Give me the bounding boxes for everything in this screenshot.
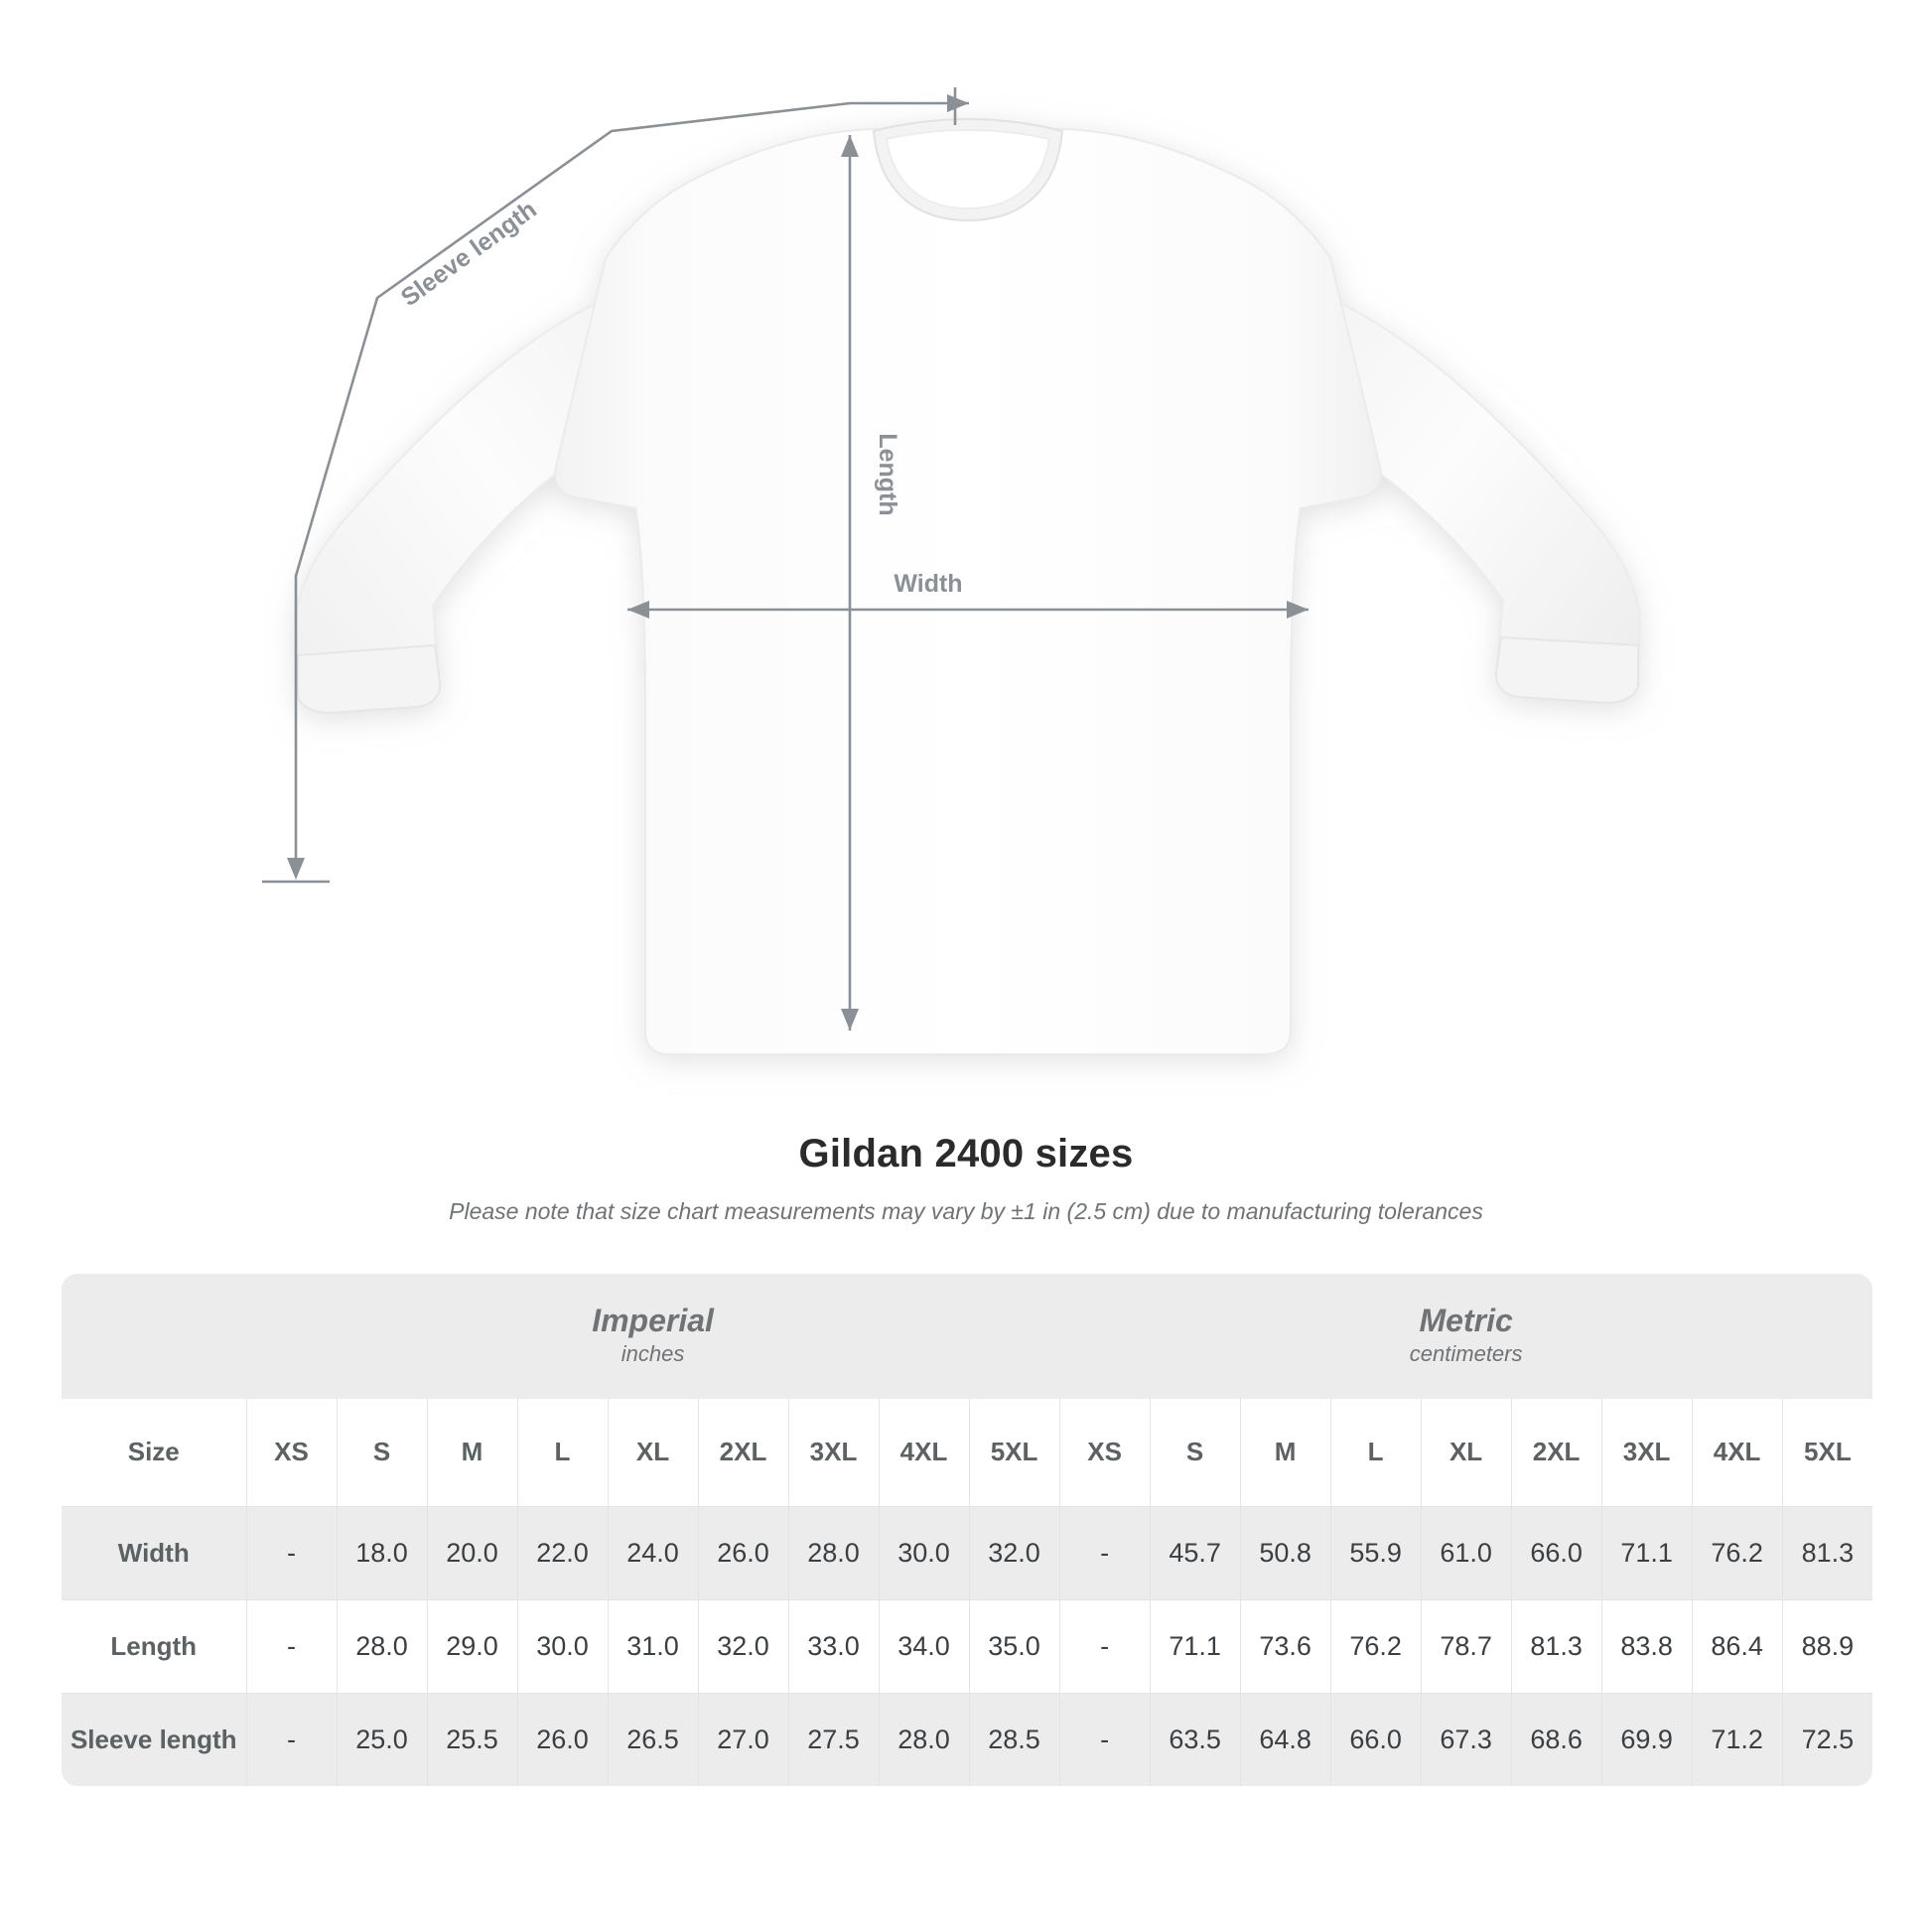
cell-width-imperial-5xl: 32.0 bbox=[969, 1506, 1059, 1599]
cell-length-imperial-2xl: 32.0 bbox=[698, 1599, 788, 1693]
cell-length-metric-2xl: 81.3 bbox=[1511, 1599, 1601, 1693]
table-row bbox=[62, 1506, 1872, 1599]
cell-width-metric-m: 50.8 bbox=[1240, 1506, 1330, 1599]
size-header-cell: 2XL bbox=[1511, 1399, 1601, 1506]
table-row bbox=[62, 1599, 1872, 1693]
cell-sleeve-imperial-s: 25.0 bbox=[337, 1693, 427, 1786]
cell-length-metric-m: 73.6 bbox=[1240, 1599, 1330, 1693]
cell-length-imperial-3xl: 33.0 bbox=[788, 1599, 879, 1693]
size-header-cell: XS bbox=[1059, 1399, 1150, 1506]
cell-width-metric-4xl: 76.2 bbox=[1692, 1506, 1782, 1599]
size-header-cell: 4XL bbox=[1692, 1399, 1782, 1506]
size-header-label: Size bbox=[62, 1399, 246, 1506]
size-header-cell: 3XL bbox=[1601, 1399, 1692, 1506]
cell-length-imperial-xs: - bbox=[246, 1599, 337, 1693]
page-title: Gildan 2400 sizes bbox=[798, 1132, 1134, 1175]
cell-length-metric-3xl: 83.8 bbox=[1601, 1599, 1692, 1693]
size-header-cell: 2XL bbox=[698, 1399, 788, 1506]
cell-width-imperial-xl: 24.0 bbox=[608, 1506, 698, 1599]
unit-header-spacer bbox=[62, 1274, 246, 1399]
cell-sleeve-metric-3xl: 69.9 bbox=[1601, 1693, 1692, 1786]
cell-width-metric-s: 45.7 bbox=[1150, 1506, 1240, 1599]
cell-sleeve-imperial-m: 25.5 bbox=[427, 1693, 517, 1786]
cell-sleeve-metric-m: 64.8 bbox=[1240, 1693, 1330, 1786]
cell-length-imperial-m: 29.0 bbox=[427, 1599, 517, 1693]
size-header-cell: L bbox=[1330, 1399, 1421, 1506]
unit-name-imperial: Imperial bbox=[592, 1303, 714, 1339]
size-header-cell: S bbox=[337, 1399, 427, 1506]
cell-length-metric-4xl: 86.4 bbox=[1692, 1599, 1782, 1693]
cell-width-imperial-4xl: 30.0 bbox=[879, 1506, 969, 1599]
size-header-cell: 5XL bbox=[969, 1399, 1059, 1506]
cell-sleeve-imperial-5xl: 28.5 bbox=[969, 1693, 1059, 1786]
cell-sleeve-imperial-l: 26.0 bbox=[517, 1693, 608, 1786]
row-label-width: Width bbox=[62, 1506, 246, 1599]
width-label: Width bbox=[894, 570, 963, 598]
cell-sleeve-imperial-4xl: 28.0 bbox=[879, 1693, 969, 1786]
cell-width-metric-xl: 61.0 bbox=[1421, 1506, 1511, 1599]
cell-length-imperial-l: 30.0 bbox=[517, 1599, 608, 1693]
cell-length-imperial-5xl: 35.0 bbox=[969, 1599, 1059, 1693]
cell-length-imperial-4xl: 34.0 bbox=[879, 1599, 969, 1693]
size-table-wrapper bbox=[62, 1274, 1870, 1786]
cell-length-metric-5xl: 88.9 bbox=[1782, 1599, 1872, 1693]
cell-width-imperial-s: 18.0 bbox=[337, 1506, 427, 1599]
unit-sub-imperial: inches bbox=[621, 1341, 685, 1366]
title-block bbox=[0, 1132, 1932, 1225]
cell-sleeve-metric-5xl: 72.5 bbox=[1782, 1693, 1872, 1786]
cell-width-metric-3xl: 71.1 bbox=[1601, 1506, 1692, 1599]
cell-width-metric-xs: - bbox=[1059, 1506, 1150, 1599]
cell-width-imperial-m: 20.0 bbox=[427, 1506, 517, 1599]
cell-sleeve-metric-xs: - bbox=[1059, 1693, 1150, 1786]
table-row bbox=[62, 1693, 1872, 1786]
cell-sleeve-imperial-xl: 26.5 bbox=[608, 1693, 698, 1786]
unit-sub-metric: centimeters bbox=[1409, 1341, 1523, 1366]
cell-sleeve-metric-xl: 67.3 bbox=[1421, 1693, 1511, 1786]
cell-sleeve-metric-4xl: 71.2 bbox=[1692, 1693, 1782, 1786]
row-label-sleeve-length: Sleeve length bbox=[62, 1693, 246, 1786]
size-header-cell: XL bbox=[608, 1399, 698, 1506]
row-label-length: Length bbox=[62, 1599, 246, 1693]
cell-sleeve-metric-l: 66.0 bbox=[1330, 1693, 1421, 1786]
cell-sleeve-imperial-2xl: 27.0 bbox=[698, 1693, 788, 1786]
cell-sleeve-imperial-3xl: 27.5 bbox=[788, 1693, 879, 1786]
cell-width-metric-l: 55.9 bbox=[1330, 1506, 1421, 1599]
cell-length-metric-xs: - bbox=[1059, 1599, 1150, 1693]
unit-header-metric bbox=[1059, 1274, 1872, 1399]
cell-length-metric-xl: 78.7 bbox=[1421, 1599, 1511, 1693]
cell-width-imperial-l: 22.0 bbox=[517, 1506, 608, 1599]
cell-length-metric-s: 71.1 bbox=[1150, 1599, 1240, 1693]
size-header-row bbox=[62, 1399, 1872, 1506]
size-header-cell: M bbox=[427, 1399, 517, 1506]
cell-width-metric-5xl: 81.3 bbox=[1782, 1506, 1872, 1599]
garment-shape bbox=[296, 119, 1640, 1054]
size-header-cell: 4XL bbox=[879, 1399, 969, 1506]
size-table bbox=[62, 1274, 1872, 1786]
unit-header-row bbox=[62, 1274, 1872, 1399]
cell-length-imperial-xl: 31.0 bbox=[608, 1599, 698, 1693]
cell-width-imperial-xs: - bbox=[246, 1506, 337, 1599]
tolerance-note: Please note that size chart measurements may vary by ±1 in (2.5 cm) due to manufacturing tolerances bbox=[449, 1198, 1483, 1224]
size-header-cell: M bbox=[1240, 1399, 1330, 1506]
cell-sleeve-imperial-xs: - bbox=[246, 1693, 337, 1786]
size-header-cell: L bbox=[517, 1399, 608, 1506]
cell-width-imperial-2xl: 26.0 bbox=[698, 1506, 788, 1599]
cell-sleeve-metric-s: 63.5 bbox=[1150, 1693, 1240, 1786]
size-header-cell: S bbox=[1150, 1399, 1240, 1506]
cell-length-imperial-s: 28.0 bbox=[337, 1599, 427, 1693]
cell-width-imperial-3xl: 28.0 bbox=[788, 1506, 879, 1599]
cell-sleeve-metric-2xl: 68.6 bbox=[1511, 1693, 1601, 1786]
size-header-cell: 5XL bbox=[1782, 1399, 1872, 1506]
size-header-cell: 3XL bbox=[788, 1399, 879, 1506]
unit-header-imperial bbox=[246, 1274, 1059, 1399]
cell-length-metric-l: 76.2 bbox=[1330, 1599, 1421, 1693]
length-label: Length bbox=[874, 433, 901, 516]
sleeve-length-label: Sleeve length bbox=[395, 195, 542, 313]
cell-width-metric-2xl: 66.0 bbox=[1511, 1506, 1601, 1599]
unit-name-metric: Metric bbox=[1419, 1303, 1513, 1339]
size-header-cell: XS bbox=[246, 1399, 337, 1506]
size-header-cell: XL bbox=[1421, 1399, 1511, 1506]
